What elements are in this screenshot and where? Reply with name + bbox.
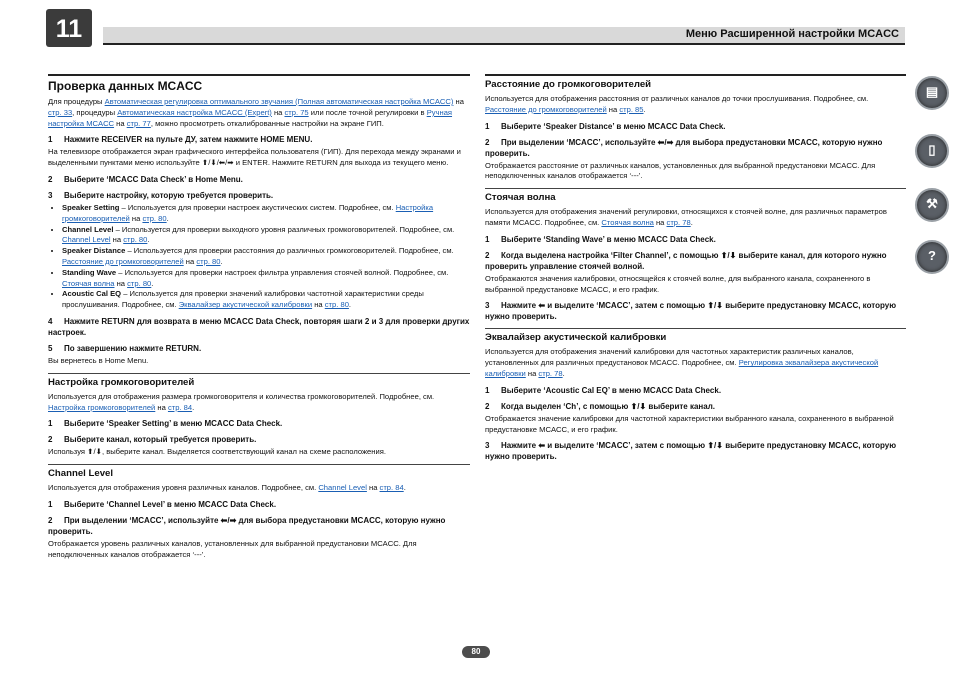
link[interactable]: Channel Level bbox=[318, 483, 367, 493]
page-link[interactable]: стр. 77 bbox=[126, 118, 151, 128]
link-full-auto-mcacc[interactable]: Автоматическая регулировка оптимального звучания (Полная автоматическая настройка MCACC) bbox=[104, 97, 454, 106]
page-link[interactable]: стр. 78 bbox=[538, 368, 563, 378]
page-link[interactable]: стр. 80 bbox=[127, 278, 152, 288]
step-2: 2 При выделении ‘MCACC’, используйте ⬅/➡ для выбора предустановки MCACC, которую нужно проверить. bbox=[485, 137, 883, 158]
left-column bbox=[48, 74, 470, 564]
step-1: 1 Нажмите RECEIVER на пульте ДУ, затем нажмите HOME MENU. bbox=[48, 135, 313, 145]
link[interactable]: Настройка громкоговорителей bbox=[62, 202, 434, 223]
list-item: • Speaker Setting – Используется для проверки настроек акустических систем. Подробнее, см. Настройка громкоговорителей на стр. 80. bbox=[62, 203, 470, 225]
page-number: 80 bbox=[462, 646, 490, 658]
section-title: Расстояние до громкоговорителей bbox=[485, 79, 652, 90]
step-2: 2 Когда выделен ‘Ch’, с помощью ⬆/⬇ выберите канал. bbox=[485, 401, 715, 411]
list-item: • Channel Level – Используется для проверки выходного уровня различных громкоговорителей. Подробнее, см. Channel Level на стр. 80. bbox=[62, 225, 470, 247]
step-note: Отображается расстояние от различных каналов, установленных для выбранной предустановки MCACC. Для неподключенных каналов отображается ‘---’. bbox=[485, 160, 876, 181]
section-description: Используется для отображения значений калибровки для частотных характеристик различных каналов, установленных для различных предустановок MCACC. Подробнее, см. Регулировка эквалайзера акустической калибровки на стр. 78. bbox=[485, 347, 879, 378]
link[interactable]: Channel Level bbox=[62, 235, 111, 245]
step-1: 1 Выберите ‘Standing Wave’ в меню MCACC Data Check. bbox=[485, 234, 716, 244]
step-3: 3 Выберите настройку, которую требуется проверить. bbox=[48, 190, 274, 200]
right-column bbox=[485, 74, 906, 464]
step-3: 3 Нажмите ⬅ и выделите ‘MCACC’, затем с помощью ⬆/⬇ выберите предустановку MCACC, которую нужно проверить. bbox=[485, 441, 897, 462]
page-header bbox=[103, 27, 905, 45]
section-speaker-setting bbox=[48, 373, 470, 458]
page-link[interactable]: стр. 80 bbox=[123, 235, 148, 245]
section-title: Настройка громкоговорителей bbox=[48, 376, 195, 388]
section-title: Эквалайзер акустической калибровки bbox=[485, 332, 667, 344]
intro-paragraph: Для процедуры Автоматическая регулировка оптимального звучания (Полная автоматическая настройка MCACC) на стр. 33, процедуры Автоматическая настройка MCACC (Expert) на стр. 75 или после точной регулировки в Ручная настройка MCACC на стр. 77, можно просмотреть откалиброванные настройки на экране ГИП. bbox=[48, 97, 464, 128]
step-1: 1 Выберите ‘Acoustic Cal EQ’ в меню MCACC Data Check. bbox=[485, 385, 722, 395]
step-5: 5 По завершению нажмите RETURN. bbox=[48, 343, 202, 353]
list-item: • Acoustic Cal EQ – Используется для проверки значений калибровки частотной характеристики среды прослушивания. Подробнее, см. Эквалайзер акустической калибровки на стр. 80. bbox=[62, 289, 470, 311]
step-1: 1 Выберите ‘Speaker Setting’ в меню MCACC Data Check. bbox=[48, 419, 283, 429]
section-mcacc-data-check bbox=[48, 74, 470, 367]
section-title: Стоячая волна bbox=[485, 192, 556, 204]
link[interactable]: Настройка громкоговорителей bbox=[48, 402, 156, 412]
step-2: 2 Когда выделена настройка ‘Filter Channel’, с помощью ⬆/⬇ выберите канал, для которого нужно проверить управление стоячей волной. bbox=[485, 250, 887, 271]
chapter-number-badge bbox=[46, 9, 92, 47]
link[interactable]: Эквалайзер акустической калибровки bbox=[178, 300, 313, 310]
step-4: 4 Нажмите RETURN для возврата в меню MCACC Data Check, повторяя шаги 2 и 3 для проверки других настроек. bbox=[48, 316, 470, 337]
page-link[interactable]: стр. 33 bbox=[48, 107, 73, 117]
chapter-number: 11 bbox=[55, 15, 83, 43]
section-acoustic-cal-eq bbox=[485, 328, 906, 462]
list-item: • Standing Wave – Используется для проверки настроек фильтра управления стоячей волной. Подробнее, см. Стоячая волна на стр. 80. bbox=[62, 268, 470, 290]
link[interactable]: Стоячая волна bbox=[601, 217, 654, 227]
step-note: Отображается значение калибровки для частотной характеристики выбранного канала, сохраненного в выбранной предустановке MCACC, и его график. bbox=[485, 413, 894, 434]
page-title: Меню Расширенной настройки MCACC bbox=[685, 28, 899, 40]
section-standing-wave bbox=[485, 188, 906, 322]
faq-icon[interactable]: ? bbox=[915, 240, 949, 274]
link-manual-mcacc[interactable]: Ручная настройка MCACC bbox=[48, 107, 453, 128]
section-title: Проверка данных MCACC bbox=[48, 79, 203, 93]
step-note: На телевизоре отображается экран графического интерфейса пользователя (ГИП). Для перехода между экранами и выделенными пунктами меню используйте ⬆/⬇/⬅/➡ и ENTER. Нажмите RETURN для выхода из текущего меню. bbox=[48, 147, 461, 168]
page-link[interactable]: стр. 80 bbox=[196, 256, 221, 266]
list-item: • Speaker Distance – Используется для проверки расстояния до различных громкоговорителей. Подробнее, см. Расстояние до громкоговорителей на стр. 80. bbox=[62, 246, 470, 268]
page-link[interactable]: стр. 84 bbox=[167, 402, 193, 412]
step-1: 1 Выберите ‘Channel Level’ в меню MCACC Data Check. bbox=[48, 499, 277, 509]
page-link[interactable]: стр. 75 bbox=[284, 107, 309, 117]
link[interactable]: Регулировка эквалайзера акустической калибровки bbox=[485, 358, 879, 378]
book-icon[interactable]: ▤ bbox=[915, 76, 949, 110]
page-link[interactable]: стр. 80 bbox=[324, 300, 349, 310]
section-description: Используется для отображения уровня различных каналов. Подробнее, см. Channel Level на стр. 84. bbox=[48, 483, 406, 493]
page-link[interactable]: стр. 78 bbox=[666, 217, 691, 227]
step-2: 2 Выберите ‘MCACC Data Check’ в Home Menu. bbox=[48, 174, 243, 184]
step-3: 3 Нажмите ⬅ и выделите ‘MCACC’, затем с помощью ⬆/⬇ выберите предустановку MCACC, которую нужно проверить. bbox=[485, 301, 897, 322]
page-link[interactable]: стр. 85 bbox=[619, 104, 644, 114]
tools-icon[interactable]: ⚒ bbox=[915, 188, 949, 222]
step-2: 2 При выделении ‘MCACC’, используйте ⬅/➡ для выбора предустановки MCACC, которую нужно проверить. bbox=[48, 515, 446, 536]
link[interactable]: Расстояние до громкоговорителей bbox=[485, 104, 607, 114]
section-speaker-distance bbox=[485, 74, 906, 182]
remote-icon[interactable]: ▯ bbox=[915, 134, 949, 168]
step-note: Отображаются значения калибровки, относящейся к стоячей волне, для выбранного канала, сохраненного в выбранной предустановке MCACC, и его график. bbox=[485, 273, 871, 294]
step-note: Отображается уровень различных каналов, установленных для выбранной предустановки MCACC. Для неподключенных каналов отображается ‘---’. bbox=[48, 538, 417, 559]
page-link[interactable]: стр. 80 bbox=[142, 213, 167, 223]
section-title: Channel Level bbox=[48, 468, 114, 480]
section-channel-level bbox=[48, 464, 470, 560]
step-note: Вы вернетесь в Home Menu. bbox=[48, 355, 149, 365]
section-description: Используется для отображения расстояния от различных каналов до точки прослушивания. Подробнее, см. Расстояние до громкоговорителей на стр. 85. bbox=[485, 94, 869, 114]
section-description: Используется для отображения размера громкоговорителя и количества громкоговорителей. Подробнее, см. Настройка громкоговорителей на стр. 84. bbox=[48, 391, 435, 412]
step-1: 1 Выберите ‘Speaker Distance’ в меню MCACC Data Check. bbox=[485, 121, 726, 131]
page-link[interactable]: стр. 84 bbox=[379, 483, 404, 493]
settings-list bbox=[48, 203, 470, 311]
link[interactable]: Расстояние до громкоговорителей bbox=[62, 256, 184, 266]
section-description: Используется для отображения значений регулировки, относящихся к стоячей волне, для различных параметров памяти MCACC. Подробнее, см. Стоячая волна на стр. 78. bbox=[485, 207, 887, 227]
step-2: 2 Выберите канал, который требуется проверить. bbox=[48, 435, 257, 445]
link[interactable]: Стоячая волна bbox=[62, 278, 115, 288]
link-auto-mcacc-expert[interactable]: Автоматическая настройка MCACC (Expert) bbox=[117, 107, 272, 117]
step-note: Используя ⬆/⬇, выберите канал. Выделяется соответствующий канал на схеме расположения. bbox=[48, 447, 386, 457]
